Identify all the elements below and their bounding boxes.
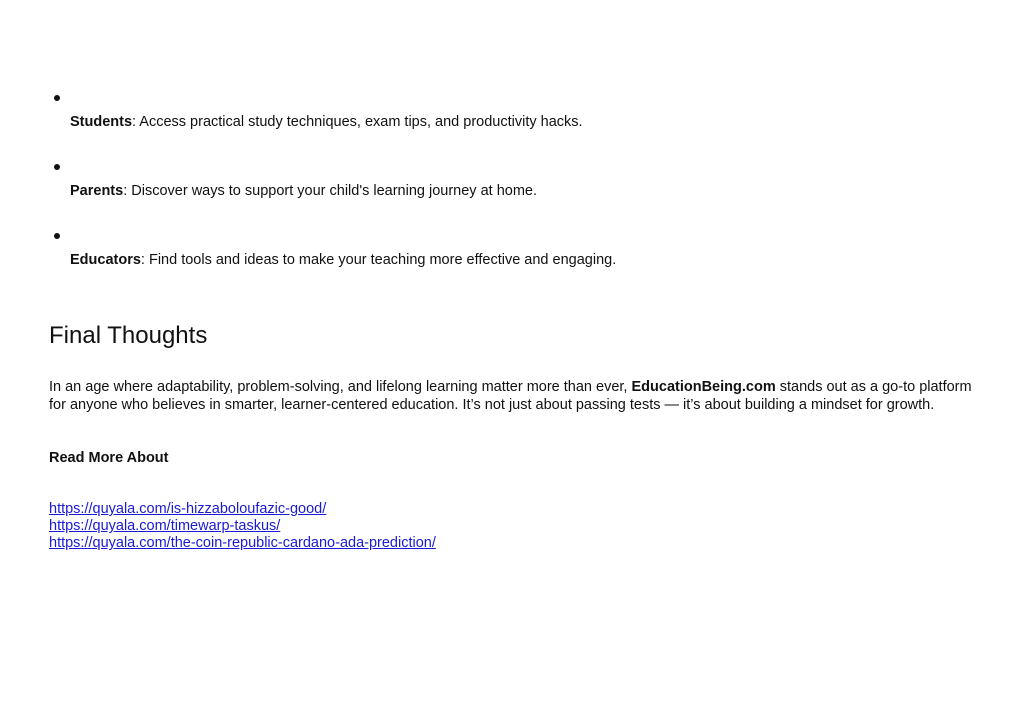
list-item-term: Students — [70, 114, 133, 130]
read-more-links — [49, 501, 436, 553]
read-more-link[interactable]: https://quyala.com/timewarp-taskus/ — [49, 518, 281, 535]
list-item-description: : Access practical study techniques, exam tips, and productivity hacks. — [132, 114, 583, 130]
list-item-students — [49, 88, 979, 157]
read-more-link[interactable]: https://quyala.com/the-coin-republic-cardano-ada-prediction/ — [49, 535, 436, 552]
paragraph-text-end: stands out as a go-to platform for anyone who believes in smarter, learner-centered education. It’s not just about passing tests — it’s about building a mindset for growth. — [49, 379, 972, 413]
list-item-text — [70, 182, 537, 200]
list-item-term: Parents — [70, 183, 124, 199]
brand-name: EducationBeing.com — [631, 379, 776, 395]
list-item-parents — [49, 157, 979, 226]
audience-list — [49, 88, 979, 295]
bullet-icon — [54, 233, 60, 239]
list-item-description: : Find tools and ideas to make your teaching more effective and engaging. — [140, 252, 617, 268]
final-thoughts-paragraph — [49, 379, 979, 414]
list-item-text — [70, 251, 616, 269]
paragraph-text-start: In an age where adaptability, problem-solving, and lifelong learning matter more than ever, — [49, 379, 632, 395]
bullet-icon — [54, 95, 60, 101]
list-item-description: : Discover ways to support your child's learning journey at home. — [123, 183, 537, 199]
list-item-educators — [49, 226, 979, 295]
list-item-text — [70, 113, 583, 131]
list-item-term: Educators — [70, 252, 141, 268]
read-more-label: Read More About — [49, 450, 169, 466]
read-more-link[interactable]: https://quyala.com/is-hizzaboloufazic-good/ — [49, 501, 327, 517]
bullet-icon — [54, 164, 60, 170]
section-heading-final-thoughts: Final Thoughts — [49, 322, 208, 349]
